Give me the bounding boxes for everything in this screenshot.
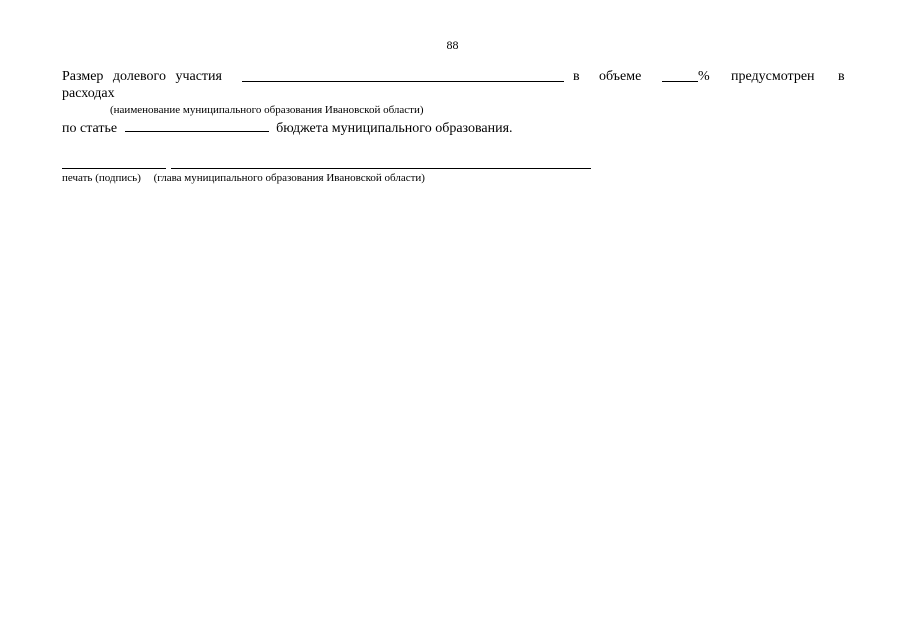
percent-blank [662,69,698,82]
page-number: 88 [446,38,459,52]
percent-sign: % [698,69,710,84]
municipality-caption: (наименование муниципального образования Ивановской области) [110,104,424,116]
head-caption: (глава муниципального образования Ивановской области) [153,172,425,184]
article-line [62,119,513,137]
word-provided: предусмотрен [731,69,815,84]
word-in: в [573,69,580,84]
word-in-2: в [838,69,845,84]
article-suffix: бюджета муниципального образования. [276,121,513,136]
seal-caption: печать (подпись) [62,172,141,184]
article-prefix: по статье [62,121,118,136]
expenses-line: расходах [62,86,115,101]
article-blank [125,119,269,132]
signature-caption [62,172,425,184]
seal-signature-line [62,168,166,169]
municipality-blank [242,69,564,82]
participation-lead: Размер долевого участия [62,69,222,84]
word-volume: объеме [599,69,642,84]
head-signature-line [171,168,591,169]
